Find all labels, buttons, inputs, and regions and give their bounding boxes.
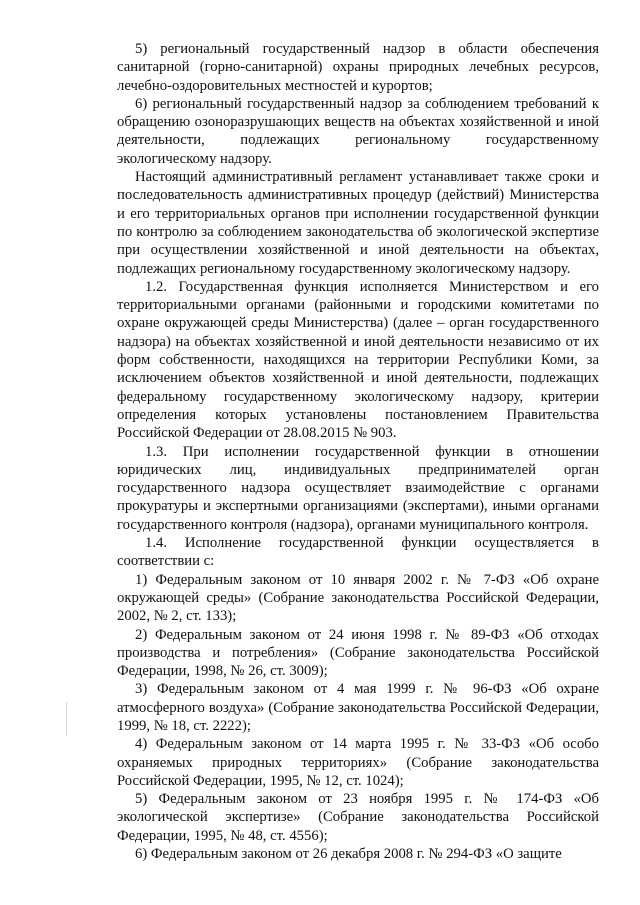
law-list-item-5: 5) Федеральным законом от 23 ноября 1995 г. № 174-ФЗ «Об экологической экспертизе» (Собрание законодательства Российской Федерации, 1995, № 48, ст. 4556); bbox=[117, 791, 599, 844]
paragraph-item-5-sanitary-supervision: 5) региональный государственный надзор в области обеспечения санитарной (горно-санитарной) охраны природных лечебных ресурсов, лечебно-оздоровительных местностей и курортов; bbox=[117, 41, 599, 94]
law-list-item-1: 1) Федеральным законом от 10 января 2002 г. № 7-ФЗ «Об охране окружающей среды» (Собрание законодательства Российской Федерации, 2002, № 2, ст. 133); bbox=[117, 571, 599, 625]
paragraph-section-1-2: 1.2. Государственная функция исполняется Министерством и его территориальными органами (районными и городскими комитетами по охране окружающей среды Министерства) (далее – орган государственного надзора) на объектах хозяйственной и иной деятельности независимо от их форм собственности, находящихся на территории Республики Коми, за исключением объектов хозяйственной и иной деятельности, подлежащих федеральному государственному экологическому надзору, критерии определения которых установлены постановлением Правительства Российской Федерации от 28.08.2015 № 903. bbox=[117, 278, 599, 442]
scan-artifact-line bbox=[66, 702, 67, 736]
paragraph-section-1-4: 1.4. Исполнение государственной функции осуществляется в соответствии с: bbox=[117, 535, 599, 570]
paragraph-item-6-ozone-supervision: 6) региональный государственный надзор за соблюдением требований к обращению озоноразрушающих веществ на объектах хозяйственной и иной деятельности, подлежащих региональному государственному экологическому надзору. bbox=[117, 95, 599, 167]
paragraph-section-1-3: 1.3. При исполнении государственной функции в отношении юридических лиц, индивидуальных предпринимателей орган государственного надзора осуществляет взаимодействие с органами прокуратуры и экспертными организациями (экспертами), иными органами государственного контроля (надзора), органами муниципального контроля. bbox=[117, 443, 599, 533]
paragraph-regulation-scope: Настоящий административный регламент устанавливает также сроки и последовательность административных процедур (действий) Министерства и его территориальных органов при исполнении государственной функции по контролю за соблюдением законодательства об экологической экспертизе при осуществлении хозяйственной и иной деятельности на объектах, подлежащих региональному государственному экологическому надзору. bbox=[117, 169, 599, 277]
law-list-item-6: 6) Федеральным законом от 26 декабря 2008 г. № 294-ФЗ «О защите bbox=[135, 846, 562, 863]
law-list-item-4: 4) Федеральным законом от 14 марта 1995 г. № 33-ФЗ «Об особо охраняемых природных территориях» (Собрание законодательства Российской Федерации, 1995, № 12, ст. 1024); bbox=[117, 736, 599, 789]
document-body bbox=[117, 40, 599, 863]
law-list-item-2: 2) Федеральным законом от 24 июня 1998 г. № 89-ФЗ «Об отходах производства и потребления» (Собрание законодательства Российской Федерации, 1998, № 26, ст. 3009); bbox=[117, 626, 599, 680]
law-list-item-3: 3) Федеральным законом от 4 мая 1999 г. № 96-ФЗ «Об охране атмосферного воздуха» (Собрание законодательства Российской Федерации, 1999, № 18, ст. 2222); bbox=[117, 681, 599, 734]
